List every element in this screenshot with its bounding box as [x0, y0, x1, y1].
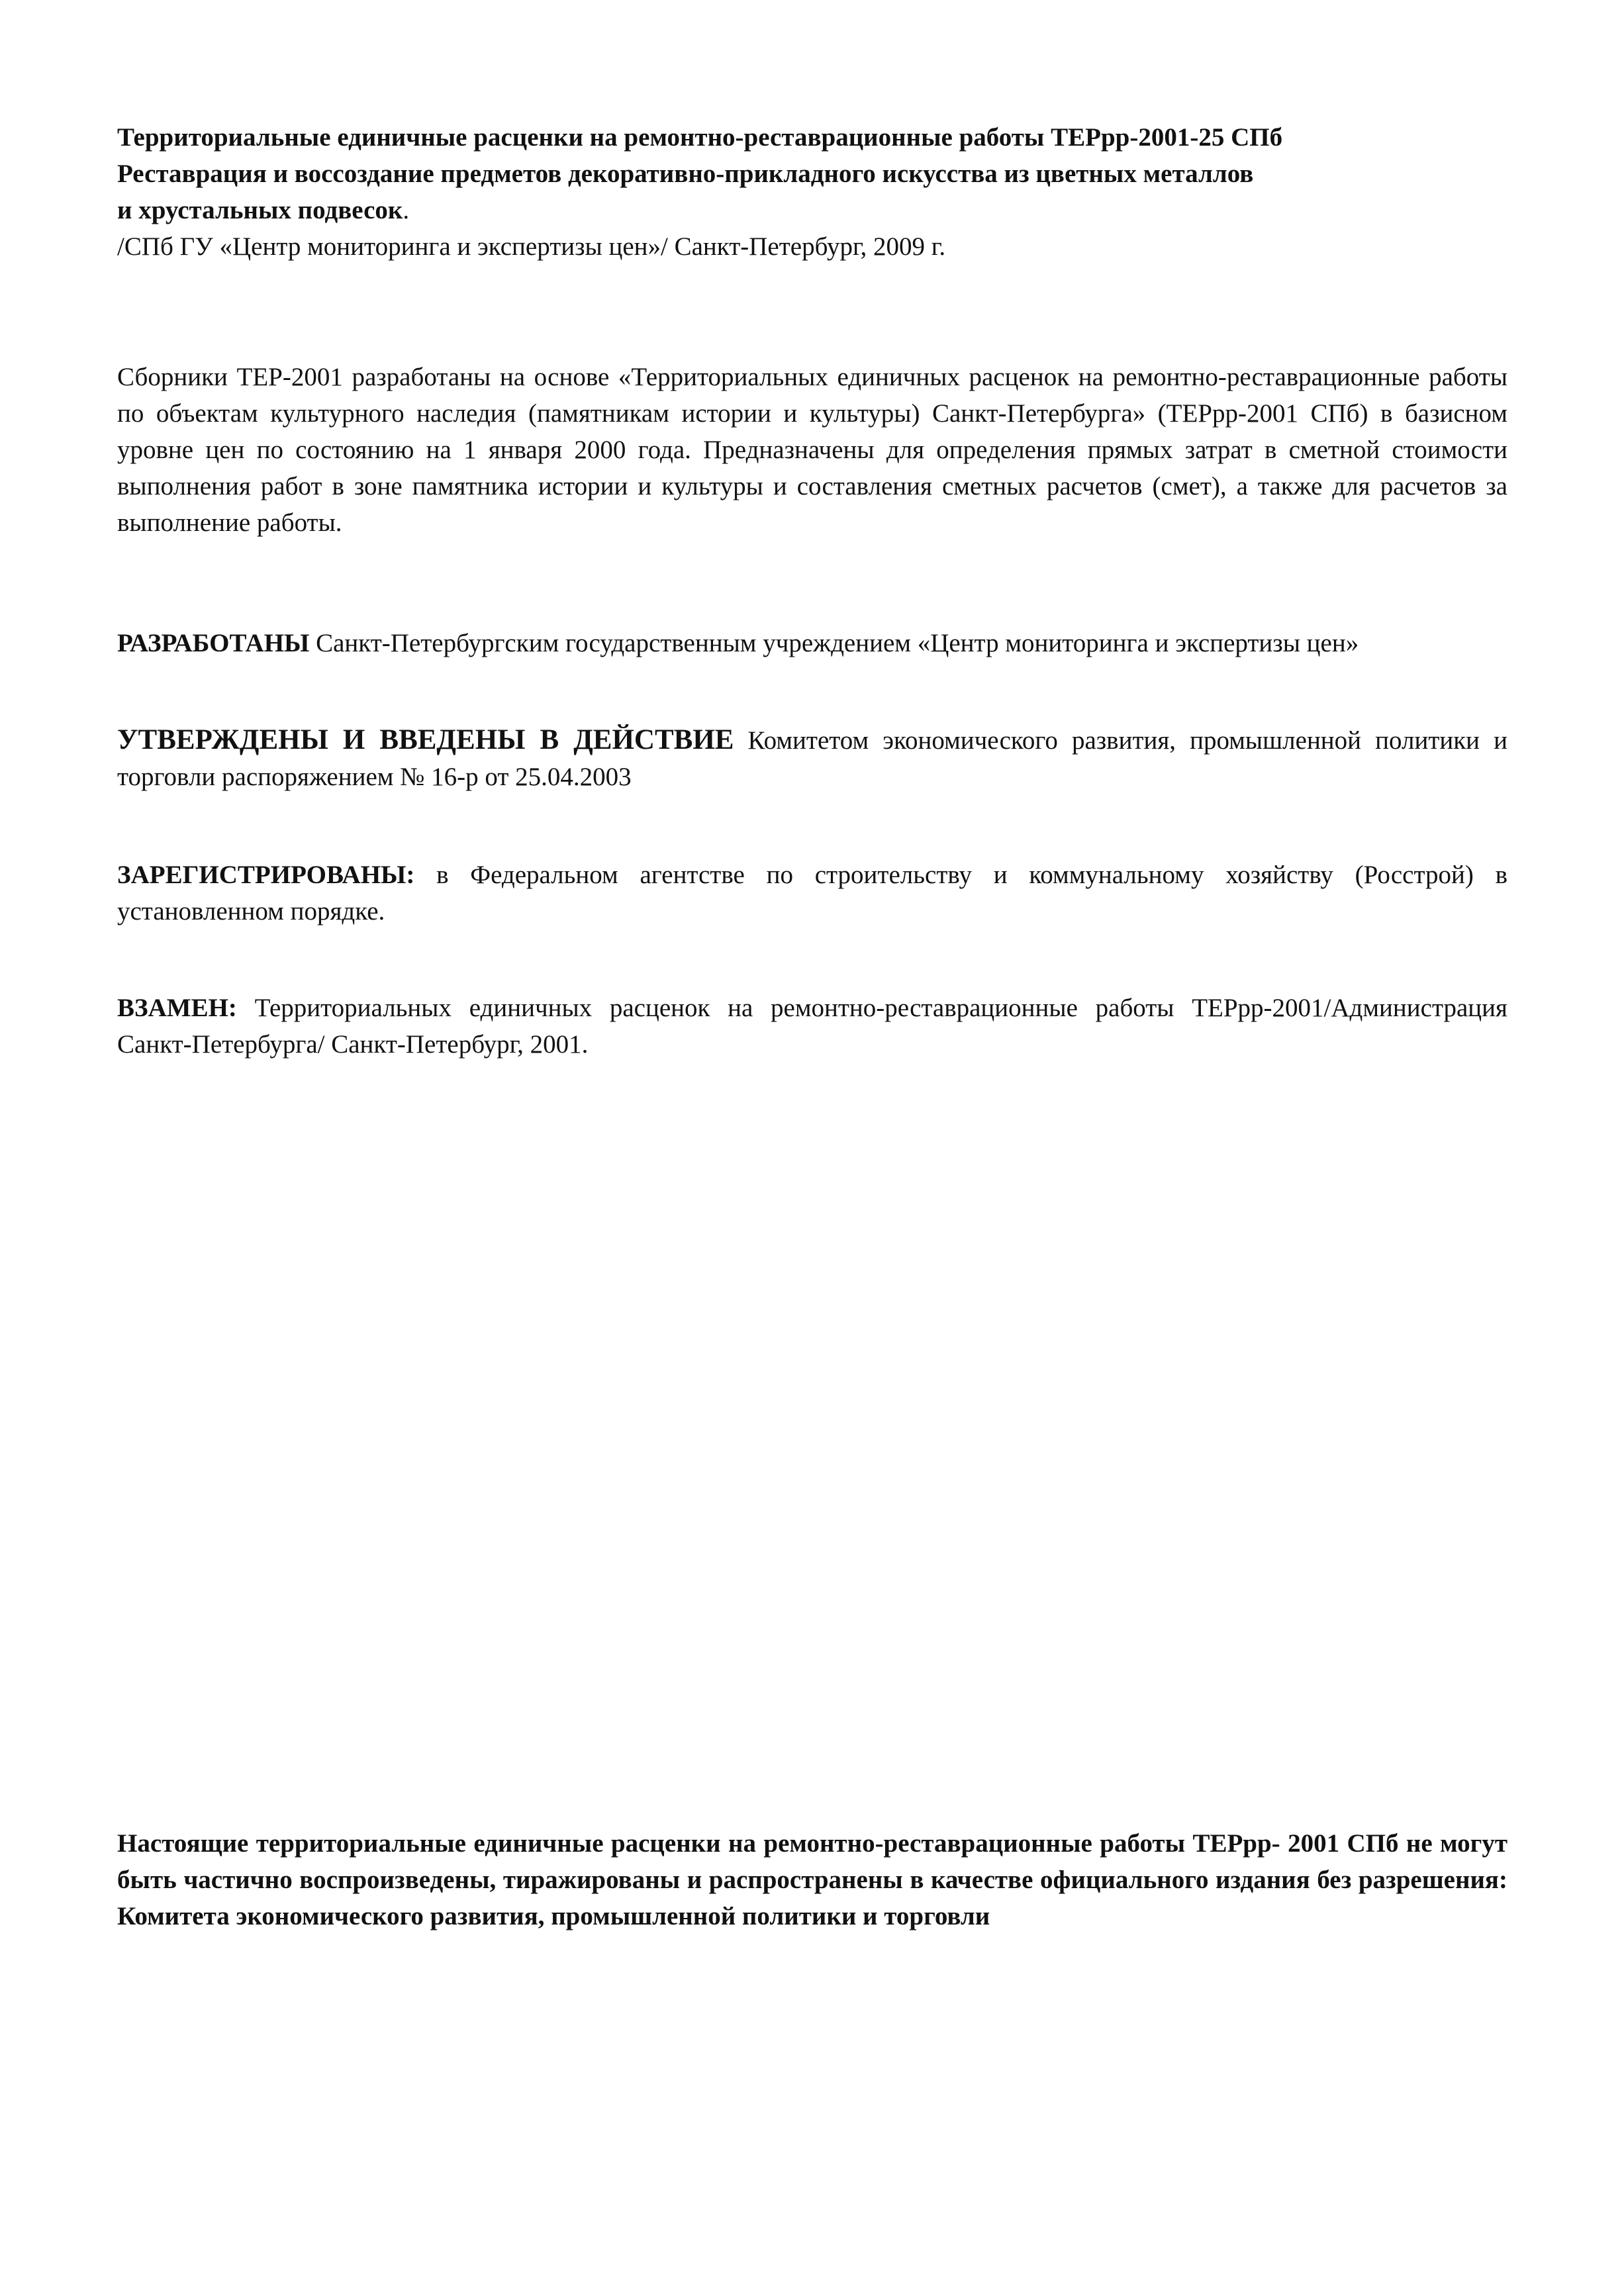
- header-subtitle-end: и хрустальных подвесок: [117, 196, 403, 224]
- developed-paragraph: [117, 625, 1507, 661]
- header-subtitle-continuation: [117, 192, 1507, 228]
- header-title-line: Территориальные единичные расценки на ремонтно-реставрационные работы ТЕРрр-2001-25 СПб: [117, 123, 1283, 152]
- copyright-text: Настоящие территориальные единичные расценки на ремонтно-реставрационные работы ТЕРрр- 2001 СПб не могут быть частично воспроизведены, тиражированы и распространены в качестве официального издания без разрешения: Комитета экономического развития, промышленной политики и торговли: [117, 1829, 1507, 1930]
- registered-section: [117, 857, 1507, 929]
- header-period: .: [403, 196, 410, 224]
- registered-paragraph: [117, 857, 1507, 929]
- approved-label: УТВЕРЖДЕНЫ И ВВЕДЕНЫ В ДЕЙСТВИЕ: [117, 724, 734, 755]
- registered-text: в Федеральном агентстве по строительству и коммунальному хозяйству (Росстрой) в установленном порядке.: [117, 861, 1507, 926]
- replaced-paragraph: [117, 990, 1507, 1063]
- approved-paragraph: [117, 722, 1507, 795]
- intro-paragraph: [117, 359, 1507, 541]
- developed-section: [117, 625, 1507, 661]
- developed-label: РАЗРАБОТАНЫ: [117, 629, 310, 657]
- registered-label: ЗАРЕГИСТРИРОВАНЫ:: [117, 861, 415, 889]
- header-subtitle-line: Реставрация и воссоздание предметов декоративно-прикладного искусства из цветных металлов: [117, 160, 1254, 188]
- intro-text: Сборники ТЕР-2001 разработаны на основе «Территориальных единичных расценок на ремонтно-реставрационные работы по объектам культурного наследия (памятникам истории и культуры) Санкт-Петербурга» (ТЕРрр-2001 СПб) в базисном уровне цен по состоянию на 1 января 2000 года. Предназначены для определения прямых затрат в сметной стоимости выполнения работ в зоне памятника истории и культуры и составления сметных расчетов (смет), а также для расчетов за выполнение работы.: [117, 363, 1507, 537]
- document-header: [117, 119, 1507, 265]
- developed-text: Санкт-Петербургским государственным учреждением «Центр мониторинга и экспертизы цен»: [309, 629, 1359, 657]
- replaced-section: [117, 990, 1507, 1063]
- header-publisher-line: /СПб ГУ «Центр мониторинга и экспертизы цен»/ Санкт-Петербург, 2009 г.: [117, 232, 946, 261]
- approved-section: [117, 722, 1507, 795]
- copyright-notice: [117, 1825, 1507, 1934]
- approved-text: Комитетом экономического развития, промышленной политики и торговли распоряжением № 16-р от 25.04.2003: [117, 726, 1507, 791]
- replaced-text: Территориальных единичных расценок на ремонтно-реставрационные работы ТЕРрр-2001/Администрация Санкт-Петербурга/ Санкт-Петербург, 2001.: [117, 994, 1507, 1059]
- replaced-label: ВЗАМЕН:: [117, 994, 237, 1022]
